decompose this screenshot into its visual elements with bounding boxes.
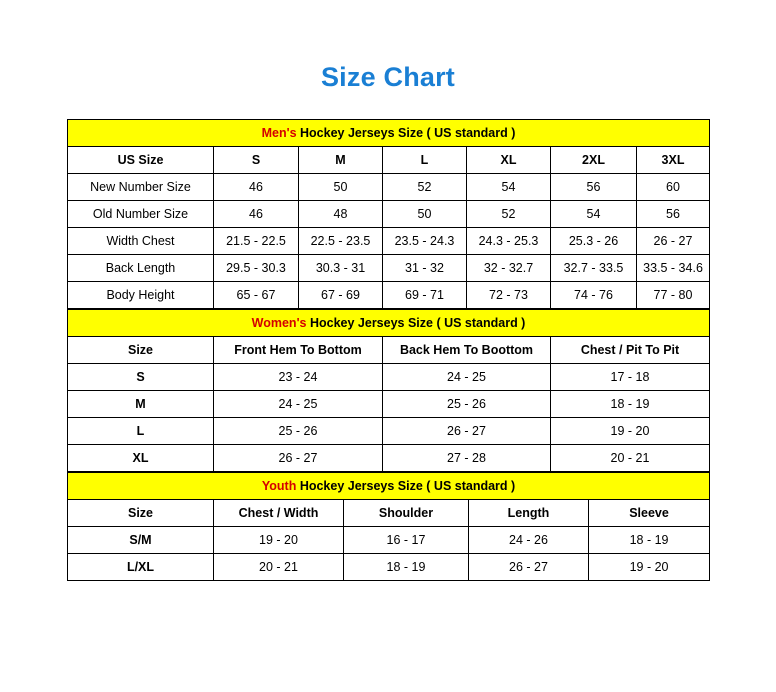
size-chart-tables [67,119,709,581]
table-section-header-row [68,120,710,147]
table-cell: 30.3 - 31 [299,255,383,282]
table-cell: 27 - 28 [383,445,551,472]
column-header: M [299,147,383,174]
section-heading-rest: Hockey Jerseys Size ( US standard ) [296,126,516,140]
row-label: New Number Size [68,174,214,201]
table-row [68,527,710,554]
table-row [68,174,710,201]
table-cell: 67 - 69 [299,282,383,309]
table-cell: 52 [383,174,467,201]
table-cell: 33.5 - 34.6 [637,255,710,282]
column-header: S [214,147,299,174]
column-header: 3XL [637,147,710,174]
section-heading-rest: Hockey Jerseys Size ( US standard ) [296,479,516,493]
table-row [68,282,710,309]
table-cell: 31 - 32 [383,255,467,282]
row-label: Old Number Size [68,201,214,228]
table-cell: 74 - 76 [551,282,637,309]
column-header: XL [467,147,551,174]
column-header: Chest / Width [214,500,344,527]
table-cell: 25 - 26 [383,391,551,418]
table-row [68,391,710,418]
table-cell: 24 - 25 [383,364,551,391]
youth-size-table [67,472,710,581]
table-cell: 19 - 20 [214,527,344,554]
table-cell: 24 - 26 [469,527,589,554]
column-header: 2XL [551,147,637,174]
column-header: L [383,147,467,174]
table-cell: 21.5 - 22.5 [214,228,299,255]
table-cell: 18 - 19 [589,527,710,554]
table-cell: 25 - 26 [214,418,383,445]
table-cell: 50 [299,174,383,201]
table-cell: 32 - 32.7 [467,255,551,282]
table-cell: 23.5 - 24.3 [383,228,467,255]
table-cell: 48 [299,201,383,228]
table-cell: 46 [214,174,299,201]
table-cell: 50 [383,201,467,228]
section-heading-accent: Men's [261,126,297,140]
table-cell: 17 - 18 [551,364,710,391]
section-heading-accent: Women's [251,316,307,330]
table-header-row [68,500,710,527]
table-cell: 18 - 19 [551,391,710,418]
table-cell: 16 - 17 [344,527,469,554]
table-cell: 29.5 - 30.3 [214,255,299,282]
column-header: Shoulder [344,500,469,527]
table-cell: 54 [551,201,637,228]
section-heading-womens [68,310,710,337]
table-cell: 20 - 21 [551,445,710,472]
table-cell: 22.5 - 23.5 [299,228,383,255]
table-row [68,228,710,255]
table-cell: 26 - 27 [214,445,383,472]
row-label: Width Chest [68,228,214,255]
table-cell: 26 - 27 [469,554,589,581]
row-label: L/XL [68,554,214,581]
table-section-header-row [68,473,710,500]
table-cell: 65 - 67 [214,282,299,309]
section-heading-mens [68,120,710,147]
column-header: Back Hem To Boottom [383,337,551,364]
row-label: Back Length [68,255,214,282]
table-cell: 20 - 21 [214,554,344,581]
table-row [68,554,710,581]
table-header-row [68,337,710,364]
column-header: Size [68,500,214,527]
table-cell: 52 [467,201,551,228]
table-cell: 24.3 - 25.3 [467,228,551,255]
row-label: XL [68,445,214,472]
table-cell: 25.3 - 26 [551,228,637,255]
table-cell: 24 - 25 [214,391,383,418]
table-cell: 69 - 71 [383,282,467,309]
row-label: S/M [68,527,214,554]
row-label: Body Height [68,282,214,309]
table-cell: 77 - 80 [637,282,710,309]
row-label: L [68,418,214,445]
table-row [68,255,710,282]
table-header-row [68,147,710,174]
table-cell: 19 - 20 [551,418,710,445]
page-title: Size Chart [320,62,456,92]
column-header: Size [68,337,214,364]
table-cell: 19 - 20 [589,554,710,581]
table-cell: 18 - 19 [344,554,469,581]
table-cell: 32.7 - 33.5 [551,255,637,282]
section-heading-accent: Youth [261,479,297,493]
column-header: US Size [68,147,214,174]
table-cell: 54 [467,174,551,201]
row-label: S [68,364,214,391]
table-cell: 56 [551,174,637,201]
table-row [68,364,710,391]
mens-size-table [67,119,710,309]
column-header: Front Hem To Bottom [214,337,383,364]
section-heading-rest: Hockey Jerseys Size ( US standard ) [306,316,526,330]
womens-size-table [67,309,710,472]
row-label: M [68,391,214,418]
section-heading-youth [68,473,710,500]
table-cell: 72 - 73 [467,282,551,309]
table-row [68,201,710,228]
table-section-header-row [68,310,710,337]
table-cell: 23 - 24 [214,364,383,391]
column-header: Chest / Pit To Pit [551,337,710,364]
table-cell: 60 [637,174,710,201]
table-cell: 46 [214,201,299,228]
column-header: Sleeve [589,500,710,527]
table-cell: 26 - 27 [383,418,551,445]
column-header: Length [469,500,589,527]
table-cell: 26 - 27 [637,228,710,255]
table-row [68,418,710,445]
table-cell: 56 [637,201,710,228]
table-row [68,445,710,472]
